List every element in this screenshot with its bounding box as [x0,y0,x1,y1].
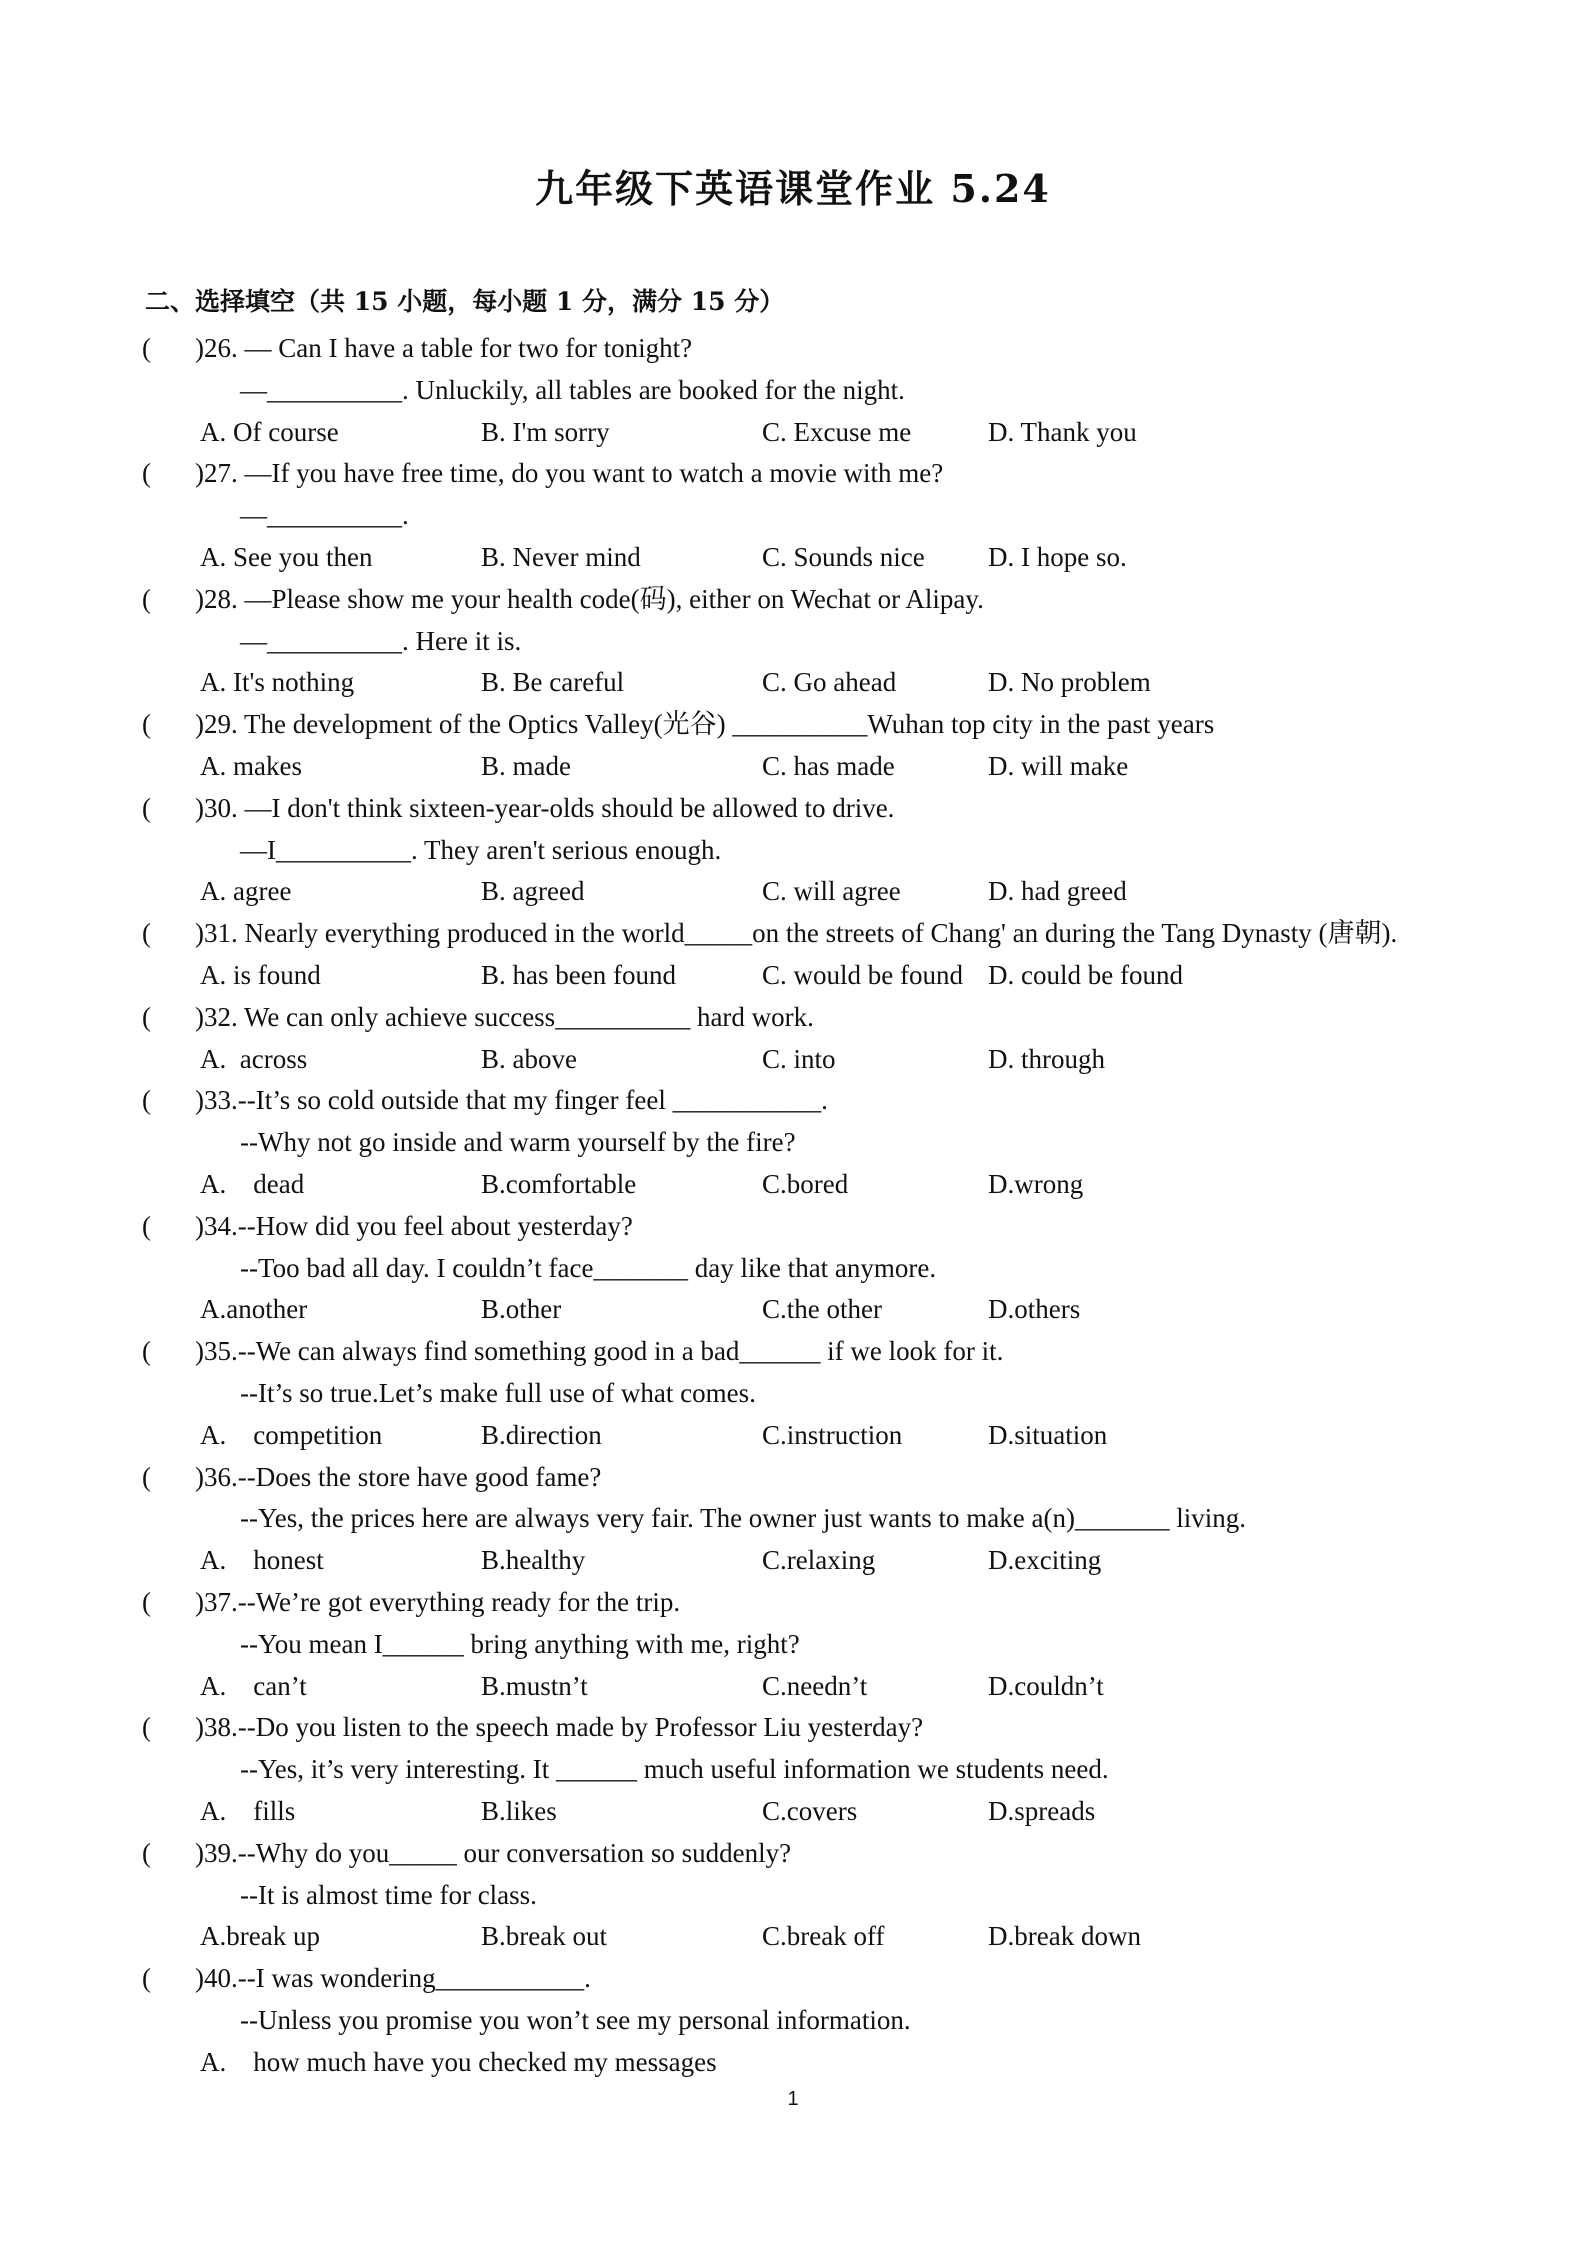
question-stem: )39.--Why do you_____ our conversation so suddenly? [195,1837,792,1868]
option-c: C.needn’t [762,1670,868,1701]
option-c: C.relaxing [762,1545,876,1576]
question-stem: )30. —I don't think sixteen-year-olds should be allowed to drive. [195,792,895,823]
option-d: D.exciting [988,1545,1102,1576]
answer-paren: ( [142,1001,151,1032]
option-d: D.others [988,1294,1081,1325]
answer-paren: ( [142,1837,151,1868]
question-stem: )26. — Can I have a table for two for tonight? [195,333,693,363]
question-response: --Why not go inside and warm yourself by the fire? [240,1127,796,1158]
option-b: B. has been found [481,960,676,990]
option-c: C.break off [762,1921,885,1952]
question-response: --Yes, it’s very interesting. It ______ much useful information we students need. [240,1754,1109,1785]
option-a: A. competition [200,1419,383,1450]
answer-paren: ( [142,583,151,614]
option-b: B. Never mind [481,542,641,572]
option-a: A. It's nothing [200,667,355,698]
option-a: A. See you then [200,542,373,572]
page-title: 九年级下英语课堂作业 5.24 [535,166,1051,211]
question-stem: )35.--We can always find something good in a bad______ if we look for it. [195,1336,1004,1367]
option-d: D.couldn’t [988,1670,1104,1701]
question-response: —I__________. They aren't serious enough. [240,834,722,865]
option-d: D. had greed [988,876,1127,907]
option-d: D. could be found [988,960,1183,990]
option-a: A. honest [200,1545,324,1576]
page-number: 1 [787,2088,799,2110]
option-a: A.break up [200,1921,320,1952]
answer-paren: ( [142,1210,151,1241]
option-c: C. has made [762,751,895,781]
question-response: --It’s so true.Let’s make full use of what comes. [240,1378,756,1408]
option-a: A. Of course [200,416,339,447]
section-heading: 二、选择填空（共 15 小题，每小题 1 分，满分 15 分） [145,287,785,316]
option-d: D.wrong [988,1169,1084,1199]
question-response: —__________. Here it is. [240,625,522,656]
option-d: D.situation [988,1419,1108,1450]
question-stem: )29. The development of the Optics Valley(光谷) __________Wuhan top city in the past years [195,709,1215,740]
question-response: --Too bad all day. I couldn’t face_______ day like that anymore. [240,1252,937,1283]
option-b: B.direction [481,1419,602,1450]
answer-paren: ( [142,792,151,823]
option-b: B.comfortable [481,1169,637,1199]
question-response: --Unless you promise you won’t see my personal information. [240,2005,911,2035]
question-stem: )27. —If you have free time, do you want to watch a movie with me? [195,458,944,489]
answer-paren: ( [142,1336,151,1367]
option-b: B. Be careful [481,667,625,698]
option-c: C. will agree [762,876,901,907]
option-b: B. made [481,751,571,781]
option-d: D. Thank you [988,416,1137,447]
option-b: B.mustn’t [481,1670,588,1701]
option-a: A. is found [200,960,321,990]
question-response: --It is almost time for class. [240,1879,537,1910]
option-d: D. through [988,1043,1105,1074]
answer-paren: ( [142,1963,151,1994]
option-b: B.break out [481,1921,607,1952]
option-c: C. Excuse me [762,416,912,447]
answer-paren: ( [142,918,151,949]
answer-paren: ( [142,1587,151,1617]
option-b: B. I'm sorry [481,416,610,447]
question-stem: )36.--Does the store have good fame? [195,1461,602,1492]
option-a: A. can’t [200,1670,307,1701]
option-c: C.covers [762,1796,858,1826]
option-b: B. agreed [481,876,585,907]
question-response: --Yes, the prices here are always very fair. The owner just wants to make a(n)_______ living. [240,1503,1246,1534]
option-b: B.healthy [481,1545,586,1576]
answer-paren: ( [142,333,151,363]
option-d: D.break down [988,1921,1141,1952]
question-stem: )40.--I was wondering___________. [195,1963,591,1994]
question-stem: )38.--Do you listen to the speech made by Professor Liu yesterday? [195,1712,924,1743]
question-stem: )28. —Please show me your health code(码), either on Wechat or Alipay. [195,583,984,614]
question-response: —__________. Unluckily, all tables are booked for the night. [240,374,905,405]
option-d: D. I hope so. [988,542,1127,572]
option-c: C. into [762,1043,836,1074]
option-a: A. fills [200,1796,296,1826]
option-c: C.bored [762,1169,849,1199]
question-response: —__________. [240,500,409,531]
option-a: A. dead [200,1169,305,1199]
question-stem: )31. Nearly everything produced in the world_____on the streets of Chang' an during the Tang Dynasty (唐朝). [195,918,1398,949]
option-a: A. how much have you checked my messages [200,2046,717,2077]
option-c: C. would be found [762,960,963,990]
answer-paren: ( [142,1085,151,1116]
question-stem: )32. We can only achieve success__________ hard work. [195,1001,814,1032]
option-a: A. across [200,1043,308,1074]
option-a: A. agree [200,876,292,907]
option-b: B.likes [481,1796,557,1826]
option-d: D.spreads [988,1796,1096,1826]
option-d: D. will make [988,751,1129,781]
option-c: C. Sounds nice [762,542,925,572]
answer-paren: ( [142,1712,151,1743]
answer-paren: ( [142,1461,151,1492]
question-stem: )34.--How did you feel about yesterday? [195,1210,633,1241]
option-b: B. above [481,1043,577,1074]
answer-paren: ( [142,458,151,489]
option-a: A. makes [200,751,302,781]
option-d: D. No problem [988,667,1151,698]
option-b: B.other [481,1294,562,1325]
answer-paren: ( [142,709,151,740]
question-stem: )37.--We’re got everything ready for the trip. [195,1587,681,1617]
question-response: --You mean I______ bring anything with me, right? [240,1628,800,1659]
option-c: C.the other [762,1294,882,1325]
option-c: C. Go ahead [762,667,897,698]
question-stem: )33.--It’s so cold outside that my finger feel ___________. [195,1085,828,1116]
option-c: C.instruction [762,1419,903,1450]
option-a: A.another [200,1294,308,1325]
